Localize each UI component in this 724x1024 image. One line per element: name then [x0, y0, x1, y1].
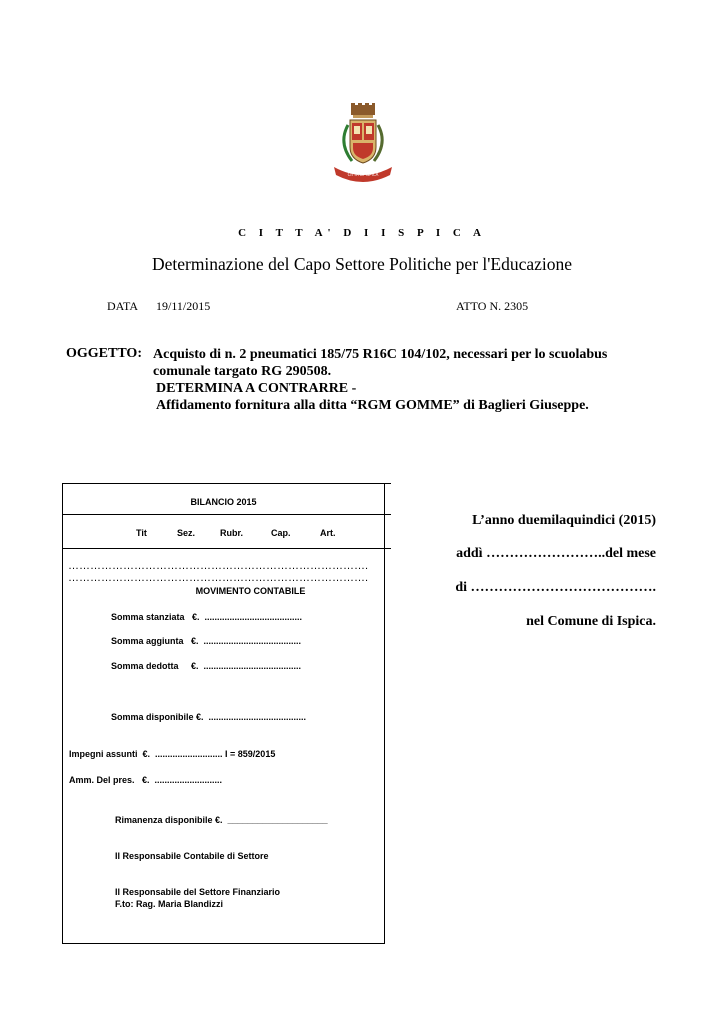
di-line: di ………………………………….: [455, 580, 656, 595]
movimento-contabile: MOVIMENTO CONTABILE: [195, 586, 306, 596]
bilancio-title: BILANCIO 2015: [190, 497, 257, 507]
somma-stanziata: Somma stanziata €. .......................................: [111, 612, 303, 622]
col-tit: Tit: [136, 528, 147, 538]
somma-aggiunta: Somma aggiunta €. .......................................: [111, 636, 302, 646]
somma-disponibile: Somma disponibile €. .......................................: [111, 712, 307, 722]
atto-number: ATTO N. 2305: [456, 299, 529, 313]
date-label: DATA: [107, 299, 139, 313]
amm-del-pres: Amm. Del pres. €. ...........................: [69, 775, 223, 785]
responsabile-contabile: Il Responsabile Contabile di Settore: [115, 851, 269, 861]
responsabile-finanziario: Il Responsabile del Settore Finanziario: [115, 887, 281, 897]
oggetto-line: comunale targato RG 290508.: [153, 364, 332, 379]
col-cap: Cap.: [271, 528, 291, 538]
right-column: [400, 0, 656, 700]
addi-line: addì ……………………..del mese: [456, 546, 656, 561]
date-value: 19/11/2015: [156, 299, 211, 313]
rimanenza-disponibile: Rimanenza disponibile €. ____________________: [115, 815, 328, 825]
col-rubr: Rubr.: [220, 528, 244, 538]
city-name: C I T T A' D I I S P I C A: [238, 227, 486, 239]
oggetto-line: DETERMINA A CONTRARRE -: [156, 381, 357, 396]
document-title: Determinazione del Capo Settore Politiche per l'Educazione: [151, 254, 573, 274]
oggetto-line: Acquisto di n. 2 pneumatici 185/75 R16C 104/102, necessari per lo scuolabus: [153, 347, 608, 362]
oggetto-label: OGGETTO:: [66, 346, 142, 361]
dotted-line-1: ……………………………………………………………………….: [68, 560, 369, 572]
somma-dedotta: Somma dedotta €. .......................................: [111, 661, 302, 671]
anno-line: L’anno duemilaquindici (2015): [472, 513, 656, 528]
municipal-crest: [330, 103, 396, 185]
svg-text:CITTÀ DI ISPICA: CITTÀ DI ISPICA: [347, 172, 379, 177]
oggetto-line: Affidamento fornitura alla ditta “RGM GOMME” di Baglieri Giuseppe.: [156, 398, 589, 413]
col-art: Art.: [320, 528, 336, 538]
dotted-line-2: ……………………………………………………………………….: [68, 572, 369, 584]
comune-line: nel Comune di Ispica.: [526, 614, 656, 629]
col-sez: Sez.: [177, 528, 196, 538]
bilancio-box: [62, 483, 385, 944]
firma: F.to: Rag. Maria Blandizzi: [115, 899, 224, 909]
impegni-assunti: Impegni assunti €. ........................... I = 859/2015: [69, 749, 276, 759]
